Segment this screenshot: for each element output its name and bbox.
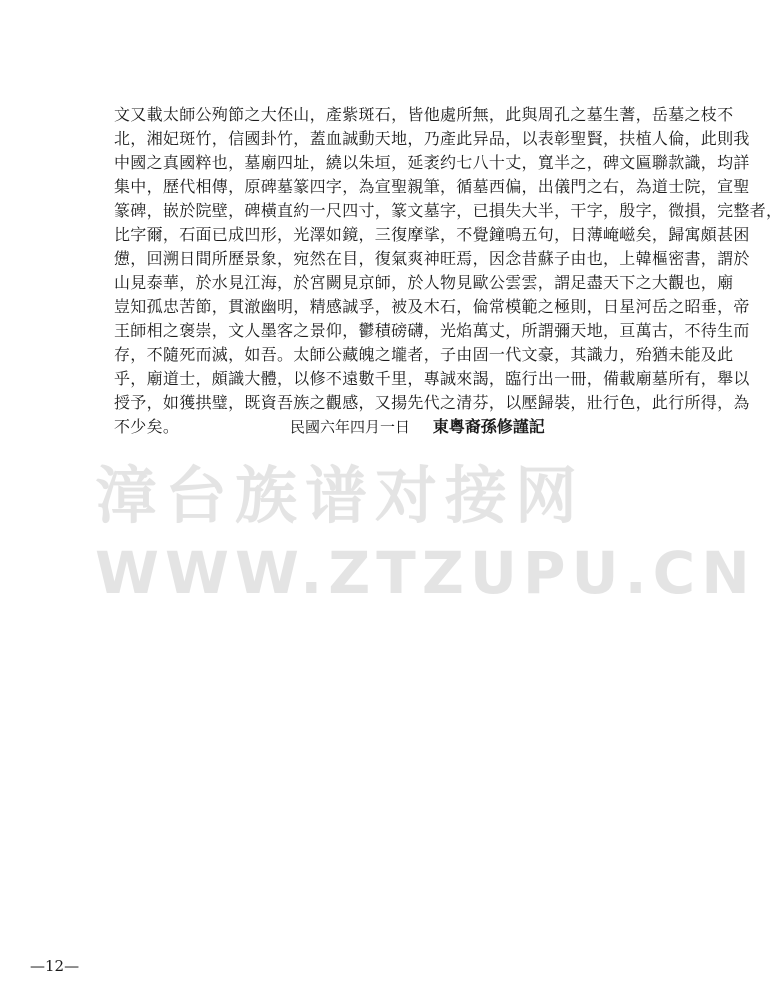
- signature-date: 民國六年四月一日: [290, 418, 411, 436]
- text-line: 比字爾，石面已成凹形，光澤如鏡，三復摩挲，不覺鐘鳴五句，日薄崦嵫矣，歸寓頗甚困: [114, 225, 750, 244]
- text-line: 憊，回溯日間所歷景象，宛然在目，復氣爽神旺焉，因念昔蘇子由也，上韓樞密書，謂於: [114, 249, 750, 268]
- text-line: 存，不隨死而滅，如吾。太師公藏魄之壠者，子由固一代文豪，其識力，殆猶未能及此: [114, 345, 734, 364]
- text-line: 集中，歷代相傳，原碑墓篆四字，為宣聖親筆，循墓西偏，出儀門之右，為道士院，宣聖: [114, 177, 750, 196]
- text-line: 授予，如獲拱璧，既資吾族之觀感，又揚先代之清芬，以壓歸裝，壯行色，此行所得，為: [114, 393, 750, 412]
- text-line: 篆碑，嵌於院壁，碑橫直約一尺四寸，篆文墓字，已損失大半，干字，殷字，微損，完整者，: [114, 201, 782, 220]
- text-line: 乎，廟道士，頗識大體，以修不遠數千里，專誠來謁，臨行出一冊，備載廟墓所有，舉以: [114, 369, 750, 388]
- text-line: 北，湘妃斑竹，信國卦竹，蓋血誠動天地，乃產此异品，以表彰聖賢，扶植人倫，此則我: [114, 129, 750, 148]
- text-line: 王師相之褒崇，文人墨客之景仰，鬱積磅礴，光焰萬丈，所謂彌天地，亘萬古，不待生而: [114, 321, 750, 340]
- text-line-last: 不少矣。: [114, 417, 180, 436]
- signature: [290, 415, 560, 439]
- text-line: 山見泰華，於水見江海，於宮闕見京師，於人物見歐公雲雲，謂足盡天下之大觀也，廟: [114, 273, 734, 292]
- signature-author: 東粵裔孫修謹記: [432, 417, 545, 436]
- page-number: —12—: [30, 957, 80, 975]
- text-line: 文又載太師公殉節之大伾山，產紫斑石，皆他處所無，此與周孔之墓生蓍，岳墓之枝不: [114, 105, 734, 124]
- text-line: 豈知孤忠苦節，貫澈幽明，精感誠孚，被及木石，倫常模範之極則，日星河岳之昭垂，帝: [114, 297, 750, 316]
- body-text: [114, 103, 782, 439]
- watermark-chinese: 漳台族谱对接网: [94, 459, 585, 532]
- text-line: 中國之真國粹也，墓廟四址，繞以朱垣，延袤约七八十丈，寬半之，碑文匾聯款識，均詳: [114, 153, 750, 172]
- watermark-url: WWW.ZTZUPU.CN: [95, 539, 756, 607]
